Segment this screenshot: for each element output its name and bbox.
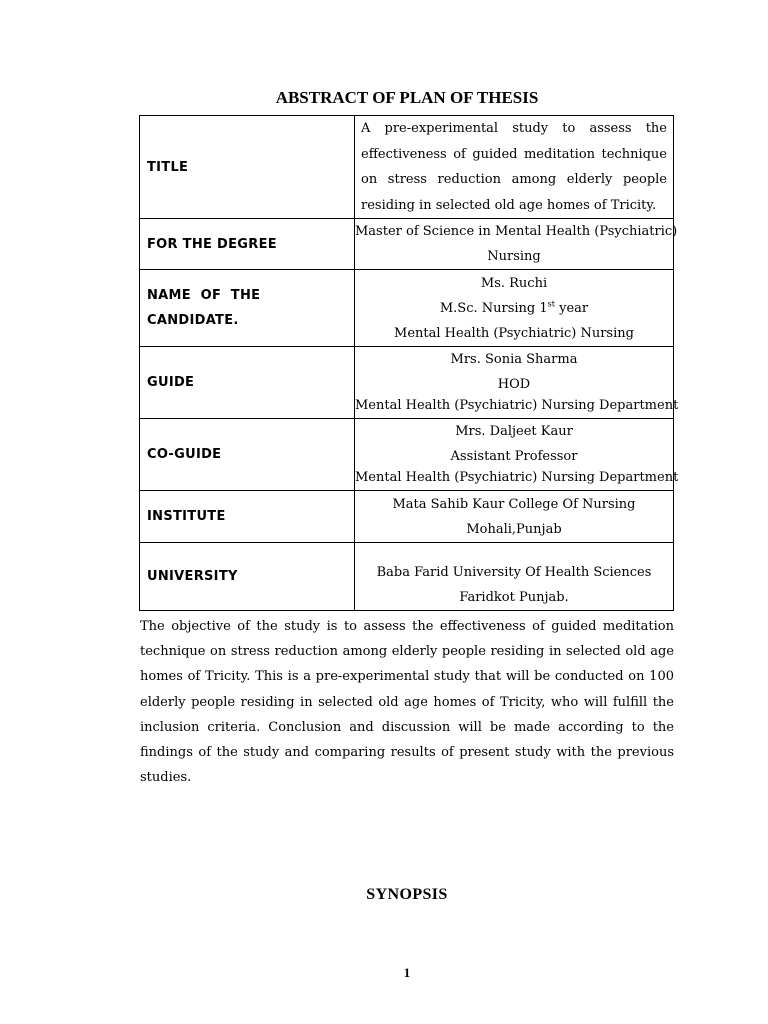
thesis-title-text: A pre-experimental study to assess the effectiveness of guided meditation technique on stress reduction among elderly people residing in selected old age homes of Tricity.	[361, 121, 667, 213]
table-row-guide	[140, 347, 674, 419]
table-row-university	[140, 543, 674, 611]
row-label-institute: INSTITUTE	[140, 491, 355, 543]
row-label-guide: GUIDE	[140, 347, 355, 419]
guide-designation: HOD	[497, 377, 531, 392]
institute-location: Mohali,Punjab	[466, 521, 562, 537]
page-title: ABSTRACT OF PLAN OF THESIS	[275, 88, 539, 107]
table-row-title	[140, 116, 674, 219]
candidate-label-line-1: NAME OF THE	[147, 288, 261, 303]
candidate-name: Ms. Ruchi	[480, 275, 548, 291]
row-label-title: TITLE	[140, 116, 355, 219]
row-label-candidate	[140, 270, 355, 347]
university-name: Baba Farid University Of Health Sciences	[376, 564, 652, 580]
row-label-degree: FOR THE DEGREE	[140, 219, 355, 270]
row-value-title	[355, 116, 674, 219]
row-value-degree	[355, 219, 678, 270]
guide-department: Mental Health (Psychiatric) Nursing Department	[355, 398, 679, 413]
degree-line-2: Nursing	[487, 249, 541, 264]
row-value-institute	[355, 491, 674, 543]
candidate-course-year: year	[554, 300, 589, 316]
row-value-university	[355, 543, 674, 611]
section-heading-synopsis: SYNOPSIS	[366, 886, 448, 903]
table-row-co-guide	[140, 419, 674, 491]
row-label-co-guide: CO-GUIDE	[140, 419, 355, 491]
row-label-university: UNIVERSITY	[140, 543, 355, 611]
university-location: Faridkot Punjab.	[459, 589, 569, 605]
table-row-candidate	[140, 270, 674, 347]
guide-name: Mrs. Sonia Sharma	[450, 352, 578, 367]
co-guide-designation: Assistant Professor	[450, 449, 578, 464]
institute-name: Mata Sahib Kaur College Of Nursing	[392, 496, 636, 512]
row-value-candidate	[355, 270, 674, 347]
table-row-degree	[140, 219, 674, 270]
co-guide-name: Mrs. Daljeet Kaur	[455, 424, 573, 439]
candidate-course-suffix: st	[547, 299, 555, 309]
page-number: 1	[403, 965, 411, 980]
co-guide-department: Mental Health (Psychiatric) Nursing Department	[355, 470, 679, 485]
abstract-summary-paragraph: The objective of the study is to assess the effectiveness of guided meditation technique on stress reduction among elderly people residing in selected old age homes of Tricity. This is a pre-experimental study that will be conducted on 100 elderly people residing in selected old age homes of Tricity, who will fulfill the inclusion criteria. Conclusion and discussion will be made according to the findings of the study and comparing results of present study with the previous studies.	[140, 619, 674, 786]
candidate-course-text: M.Sc. Nursing 1	[439, 300, 548, 316]
candidate-course	[355, 296, 673, 321]
candidate-department: Mental Health (Psychiatric) Nursing	[394, 325, 634, 341]
row-value-guide	[355, 347, 679, 419]
table-row-institute	[140, 491, 674, 543]
thesis-abstract-table	[139, 115, 679, 611]
degree-line-1: Master of Science in Mental Health (Psychiatric)	[355, 224, 678, 239]
row-value-co-guide	[355, 419, 679, 491]
candidate-label-line-2: CANDIDATE.	[147, 313, 239, 328]
